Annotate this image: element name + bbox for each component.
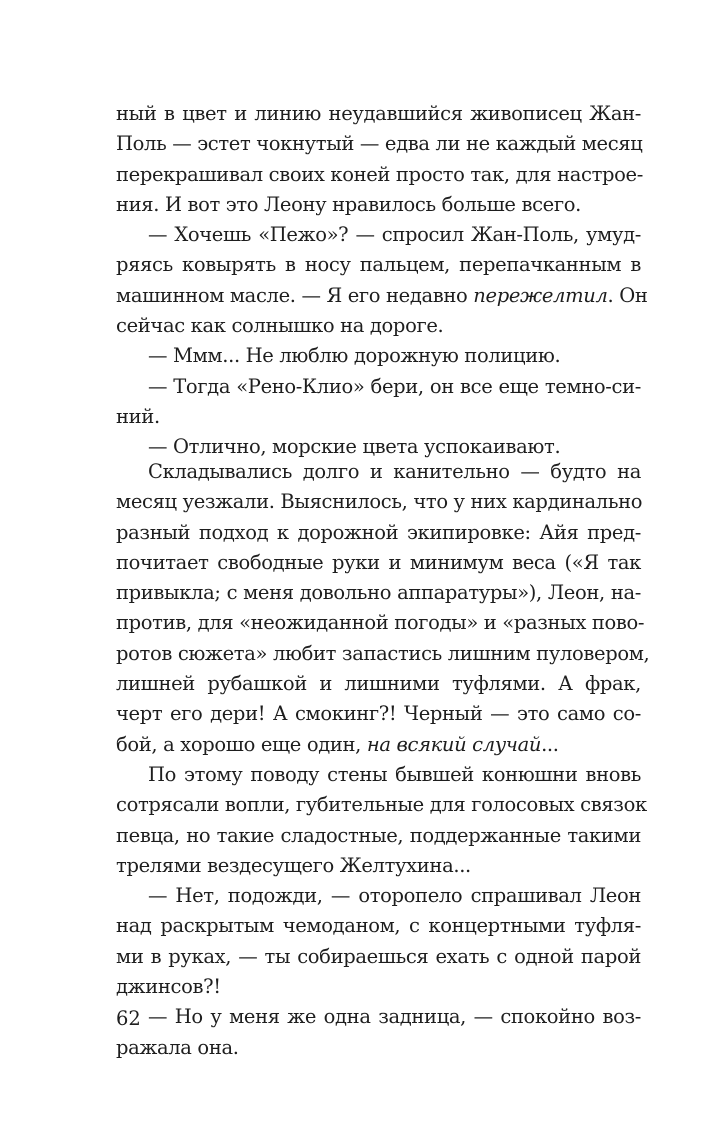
line-text: ... xyxy=(541,732,559,756)
line-text: машинном масле. — Я его недавно xyxy=(116,283,474,307)
text-line xyxy=(116,578,641,608)
text-line xyxy=(116,402,641,432)
line-text: ражала она. xyxy=(116,1035,239,1059)
text-line xyxy=(116,487,641,517)
line-text: — Хочешь «Пежо»? — спросил Жан-Поль, умуд- xyxy=(148,223,641,247)
text-line xyxy=(116,699,641,729)
text-line xyxy=(116,518,641,548)
line-text: трелями вездесущего Желтухина... xyxy=(116,853,471,877)
text-line xyxy=(116,548,641,578)
text-line xyxy=(116,730,641,760)
line-text: ния. И вот это Леону нравилось больше всего. xyxy=(116,192,581,216)
line-text: — Тогда «Рено-Клио» бери, он все еще темно-си- xyxy=(148,374,641,398)
line-text: черт его дери! А смокинг?! Черный — это само со- xyxy=(116,702,641,726)
line-text: — Ммм... Не люблю дорожную полицию. xyxy=(148,344,561,368)
text-section-1 xyxy=(116,99,648,463)
line-text: ротов сюжета» любит запастись лишним пуловером, xyxy=(116,641,650,665)
text-line xyxy=(116,881,641,911)
text-line xyxy=(116,851,641,881)
text-line xyxy=(116,190,641,220)
line-text: лишней рубашкой и лишними туфлями. А фрак, xyxy=(116,672,641,696)
line-text: — Но у меня же одна задница, — спокойно воз- xyxy=(148,1005,641,1029)
line-text: ми в руках, — ты собираешься ехать с одной парой xyxy=(116,944,641,968)
text-line xyxy=(116,911,641,941)
text-line xyxy=(116,129,641,159)
line-text: Поль — эстет чокнутый — едва ли не каждый месяц xyxy=(116,132,643,156)
text-line xyxy=(116,972,641,1002)
text-section-2 xyxy=(116,457,650,1063)
line-text: ний. xyxy=(116,404,160,428)
line-text: месяц уезжали. Выяснилось, что у них кардинально xyxy=(116,490,643,514)
italic-emphasis: на всякий случай xyxy=(366,732,542,756)
italic-emphasis: пережелтил xyxy=(473,283,608,307)
text-line xyxy=(116,821,641,851)
line-text: . Он xyxy=(607,283,648,307)
text-line xyxy=(116,372,641,402)
line-text: Складывались долго и канительно — будто на xyxy=(148,460,641,483)
line-text: привыкла; с меня довольно аппаратуры»), Леон, на- xyxy=(116,581,641,605)
line-text: По этому поводу стены бывшей конюшни вновь xyxy=(148,762,641,786)
line-text: перекрашивал своих коней просто так, для настрое- xyxy=(116,162,643,186)
text-line xyxy=(116,639,650,669)
line-text: певца, но такие сладостные, поддержанные такими xyxy=(116,823,641,847)
text-line xyxy=(116,281,648,311)
line-text: против, для «неожиданной погоды» и «разных пово- xyxy=(116,611,645,635)
text-line xyxy=(116,457,641,487)
page-number: 62 xyxy=(116,1007,141,1030)
line-text: — Нет, подожди, — оторопело спрашивал Леон xyxy=(148,884,641,908)
text-line xyxy=(116,341,641,371)
line-text: бой, а хорошо еще один, xyxy=(116,732,367,756)
text-line xyxy=(116,790,647,820)
text-line xyxy=(116,942,641,972)
line-text: ный в цвет и линию неудавшийся живописец Жан- xyxy=(116,102,641,125)
text-line xyxy=(116,220,641,250)
line-text: сейчас как солнышко на дороге. xyxy=(116,314,444,338)
line-text: почитает свободные руки и минимум веса («Я так xyxy=(116,550,641,574)
line-text: ряясь ковырять в носу пальцем, перепачканным в xyxy=(116,253,641,277)
line-text: сотрясали вопли, губительные для голосовых связок xyxy=(116,793,647,817)
text-line xyxy=(116,311,641,341)
text-line xyxy=(116,1033,641,1063)
text-line xyxy=(116,608,645,638)
text-line xyxy=(116,669,641,699)
text-line xyxy=(116,1002,641,1032)
line-text: над раскрытым чемоданом, с концертными туфля- xyxy=(116,914,641,938)
text-line xyxy=(116,250,641,280)
line-text: разный подход к дорожной экипировке: Айя пред- xyxy=(116,520,641,544)
line-text: джинсов?! xyxy=(116,975,221,999)
text-line xyxy=(116,160,641,190)
line-text: — Отлично, морские цвета успокаивают. xyxy=(148,435,561,459)
text-line xyxy=(116,99,641,129)
text-line xyxy=(116,760,641,790)
